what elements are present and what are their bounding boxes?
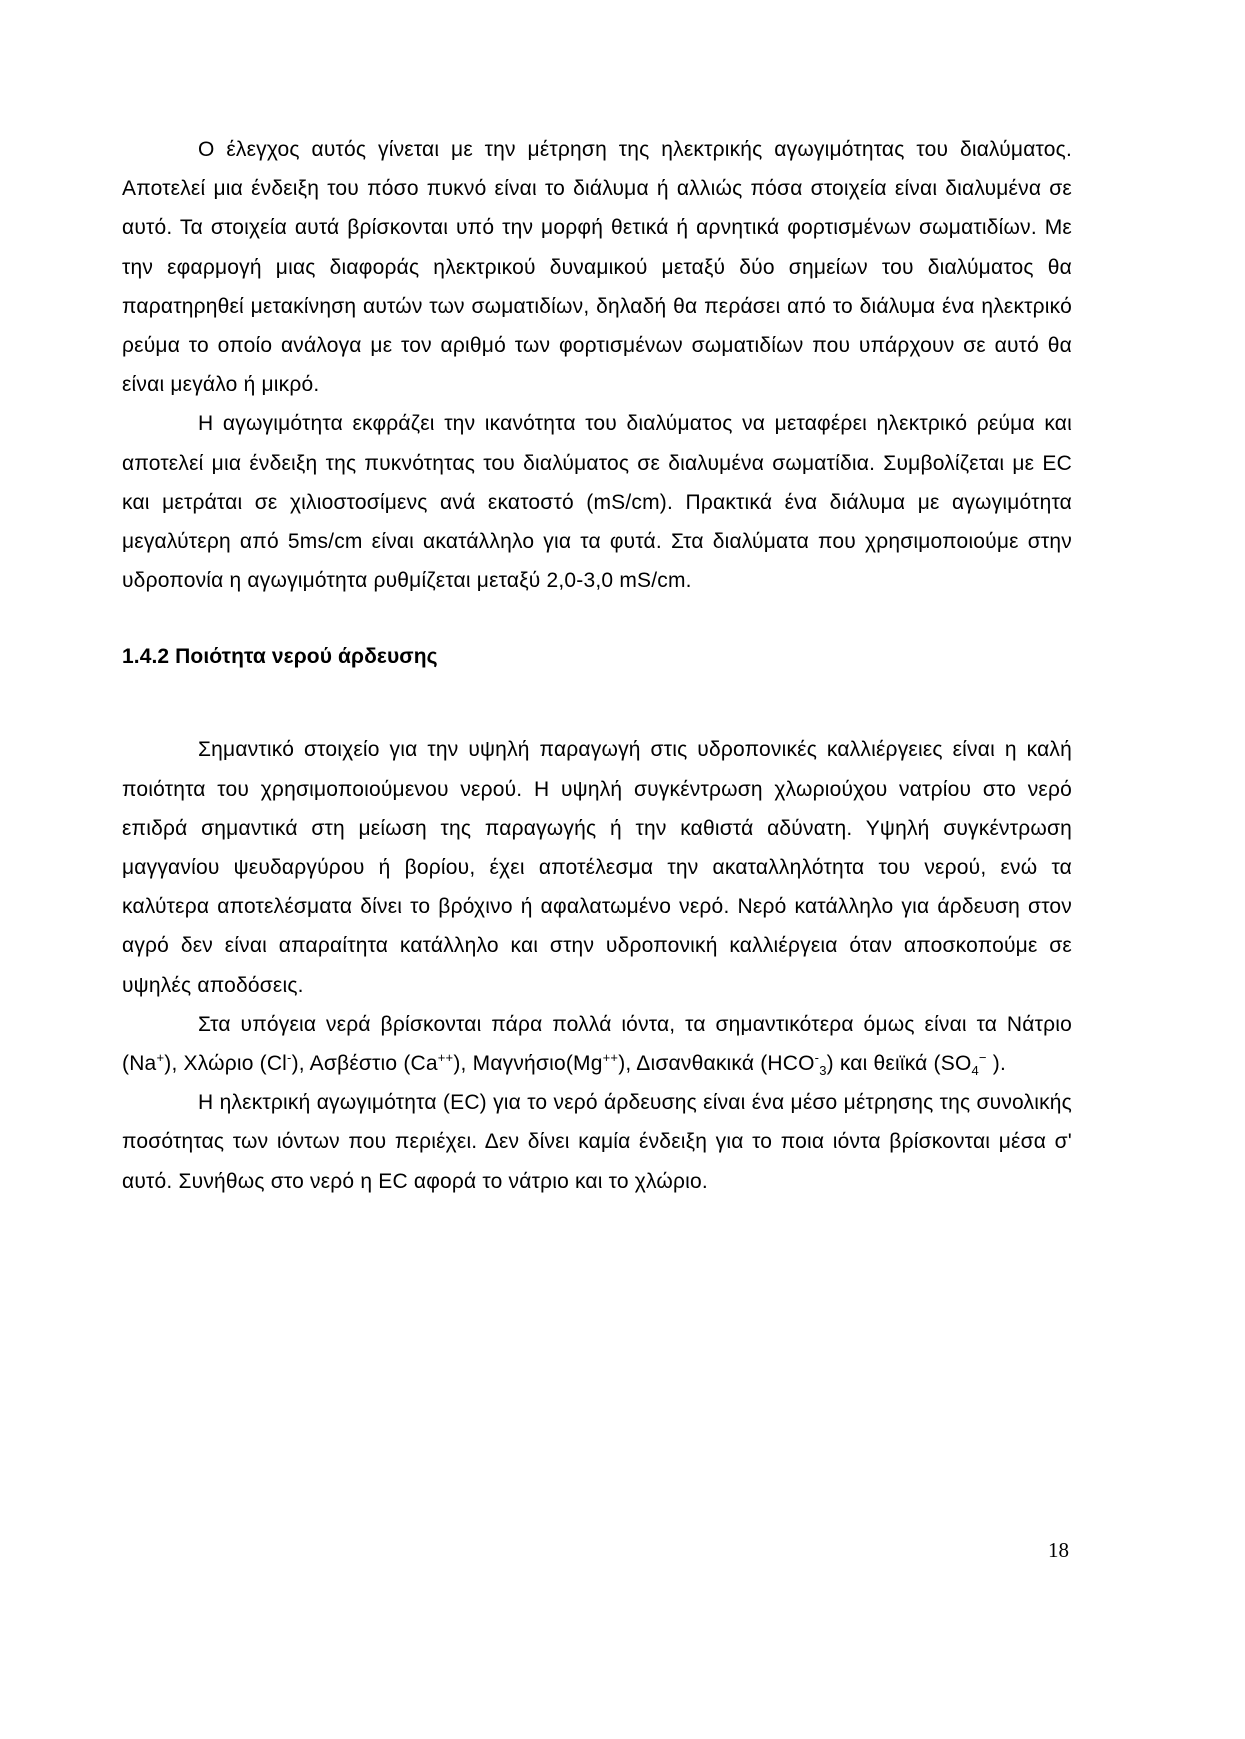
sodium-charge: + — [156, 1050, 165, 1066]
paragraph-conductivity-definition: Η αγωγιμότητα εκφράζει την ικανότητα του διαλύματος να μεταφέρει ηλεκτρικό ρεύμα και αποτελεί μια ένδειξη της πυκνότητας του διαλύματος σε διαλυμένα σωματίδια. Συμβολίζεται με EC και μετράται σε χιλιοστοσίμενς ανά εκατοστό (mS/cm). Πρακτικά ένα διάλυμα με αγωγιμότητα μεγαλύτερη από 5ms/cm είναι ακατάλληλο για τα φυτά. Στα διαλύματα που χρησιμοποιούμε στην υδροπονία η αγωγιμότητα ρυθμίζεται μεταξύ 2,0-3,0 mS/cm. — [122, 412, 1072, 593]
sulfate-charge: − — [978, 1050, 987, 1066]
ions-text-3: ), Μαγνήσιο(Mg — [453, 1052, 603, 1076]
sulfate-subscript: 4 — [971, 1063, 979, 1079]
ions-text-6: ). — [986, 1052, 1006, 1076]
paragraph-ec-irrigation: Η ηλεκτρική αγωγιμότητα (EC) για το νερό άρδευσης είναι ένα μέσο μέτρησης της συνολικής ποσότητας των ιόντων που περιέχει. Δεν δίνει καμία ένδειξη για το ποια ιόντα βρίσκονται μέσα σ' αυτό. Συνήθως στο νερό η EC αφορά το νάτριο και το χλώριο. — [122, 1091, 1072, 1193]
bicarbonate-charge: - — [814, 1050, 820, 1066]
section-heading: 1.4.2 Ποιότητα νερού άρδευσης — [122, 645, 438, 669]
page-content — [122, 130, 1072, 1201]
ions-text-intro: Στα υπόγεια νερά βρίσκονται πάρα πολλά ιόντα, τα σημαντικότερα όμως είναι τα Νάτριο (Na — [122, 1012, 1072, 1076]
ions-text-1: ), Χλώριο (Cl — [164, 1052, 288, 1076]
ions-text-2: ), Ασβέστιο (Ca — [291, 1052, 438, 1076]
calcium-charge: ++ — [437, 1050, 454, 1066]
magnesium-charge: ++ — [602, 1050, 619, 1066]
ions-text-5: ) και θειϊκά (SO — [826, 1052, 972, 1076]
paragraph-conductivity-control: Ο έλεγχος αυτός γίνεται με την μέτρηση της ηλεκτρικής αγωγιμότητας του διαλύματος. Αποτελεί μια ένδειξη του πόσο πυκνό είναι το διάλυμα ή αλλιώς πόσα στοιχεία είναι διαλυμένα σε αυτό. Τα στοιχεία αυτά βρίσκονται υπό την μορφή θετικά ή αρνητικά φορτισμένων σωματιδίων. Με την εφαρμογή μιας διαφοράς ηλεκτρικού δυναμικού μεταξύ δύο σημείων του διαλύματος θα παρατηρηθεί μετακίνηση αυτών των σωματιδίων, δηλαδή θα περάσει από το διάλυμα ένα ηλεκτρικό ρεύμα το οποίο ανάλογα με τον αριθμό των φορτισμένων σωματιδίων που υπάρχουν σε αυτό θα είναι μεγάλο ή μικρό. — [122, 138, 1072, 397]
page-number: 18 — [1048, 1538, 1069, 1562]
bicarbonate-subscript: 3 — [819, 1063, 827, 1079]
chloride-charge: - — [287, 1050, 292, 1066]
paragraph-ions — [122, 1005, 1072, 1083]
paragraph-water-quality: Σημαντικό στοιχείο για την υψηλή παραγωγή στις υδροπονικές καλλιέργειες είναι η καλή ποιότητα του χρησιμοποιούμενου νερού. Η υψηλή συγκέντρωση χλωριούχου νατρίου στο νερό επιδρά σημαντικά στη μείωση της παραγωγής ή την καθιστά αδύνατη. Υψηλή συγκέντρωση μαγγανίου ψευδαργύρου ή βορίου, έχει αποτέλεσμα την ακαταλληλότητα του νερού, ενώ τα καλύτερα αποτελέσματα δίνει το βρόχινο ή αφαλατωμένο νερό. Νερό κατάλληλο για άρδευση στον αγρό δεν είναι απαραίτητα κατάλληλο και στην υδροπονική καλλιέργεια όταν αποσκοπούμε σε υψηλές αποδόσεις. — [122, 738, 1072, 997]
ions-text-4: ), Δισανθακικά (HCO — [618, 1052, 815, 1076]
